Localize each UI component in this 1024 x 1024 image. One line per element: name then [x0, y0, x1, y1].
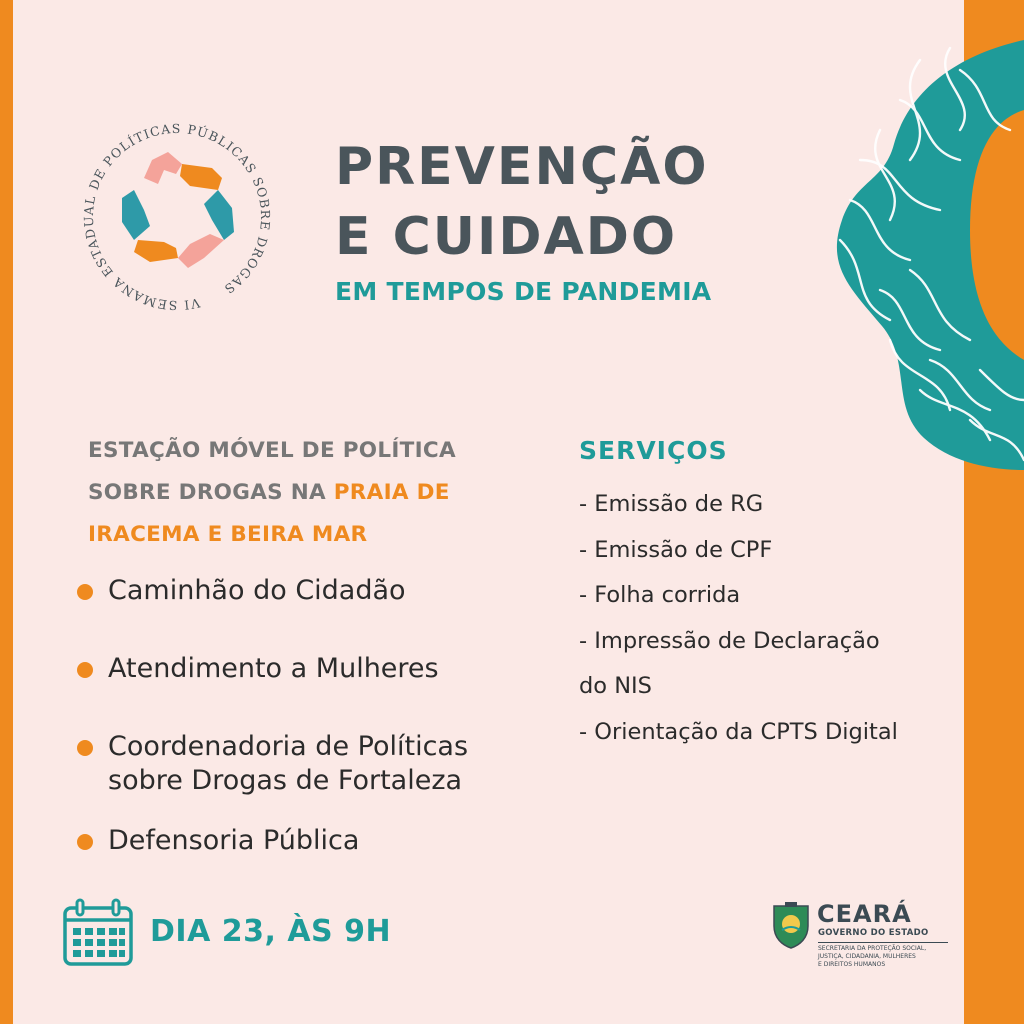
title-line-2: E CUIDADO [335, 207, 678, 267]
page-title [335, 132, 709, 272]
list-item [75, 652, 535, 686]
bullet-dot-icon [77, 662, 93, 678]
service-item: - Folha corrida [579, 582, 741, 608]
left-orange-border [0, 0, 13, 1024]
bullet-dot-icon [77, 584, 93, 600]
government-subtitle: GOVERNO DO ESTADO [818, 928, 929, 938]
service-item: - Orientação da CPTS Digital [579, 718, 898, 745]
service-item: - Impressão de Declaração [579, 627, 880, 654]
location-label: Defensoria Pública [108, 825, 360, 856]
emblem-ring-text: VI SEMANA ESTADUAL DE POLÍTICAS PÚBLICAS SOBRE DROGAS [80, 120, 274, 314]
title-line-1: PREVENÇÃO [335, 137, 709, 197]
services-list [579, 482, 949, 755]
event-emblem [72, 112, 282, 322]
page-subtitle: EM TEMPOS DE PANDEMIA [335, 277, 712, 306]
state-crest-icon [770, 900, 812, 950]
station-line-2 [88, 472, 528, 514]
list-item [75, 730, 535, 798]
service-item: - Emissão de CPF [579, 536, 773, 563]
secretariat-line-2: JUSTIÇA, CIDADANIA, MULHERES [818, 953, 916, 960]
government-name: CEARÁ [817, 900, 912, 928]
station-location-highlight-1: PRAIA DE [333, 480, 450, 505]
location-label: Coordenadoria de Políticas [108, 731, 469, 762]
bullet-dot-icon [77, 834, 93, 850]
location-label: Caminhão do Cidadão [108, 575, 406, 606]
secretariat-name [818, 942, 948, 969]
decorative-teal-blob [820, 40, 1024, 470]
secretariat-line-1: SECRETARIA DA PROTEÇÃO SOCIAL, [818, 945, 927, 952]
location-label: Atendimento a Mulheres [108, 653, 439, 684]
services-heading: SERVIÇOS [579, 436, 728, 465]
service-item: - Emissão de RG [579, 491, 764, 517]
station-line-2-prefix: SOBRE DROGAS NA [88, 480, 334, 505]
station-heading [88, 430, 528, 556]
station-line-1: ESTAÇÃO MÓVEL DE POLÍTICA [88, 438, 456, 463]
event-date: DIA 23, ÀS 9H [150, 914, 392, 949]
list-item [75, 574, 535, 608]
list-item [75, 824, 535, 858]
location-label-line-2: sobre Drogas de Fortaleza [108, 765, 463, 796]
calendar-icon [63, 898, 133, 966]
secretariat-line-3: E DIREITOS HUMANOS [818, 961, 886, 968]
bullet-dot-icon [77, 740, 93, 756]
service-item: do NIS [579, 673, 652, 699]
svg-text:VI SEMANA ESTADUAL DE POLÍTICA [72, 112, 282, 322]
government-logo [770, 900, 970, 980]
station-location-highlight-2: IRACEMA E BEIRA MAR [88, 522, 368, 547]
joined-hands-icon [122, 152, 234, 268]
